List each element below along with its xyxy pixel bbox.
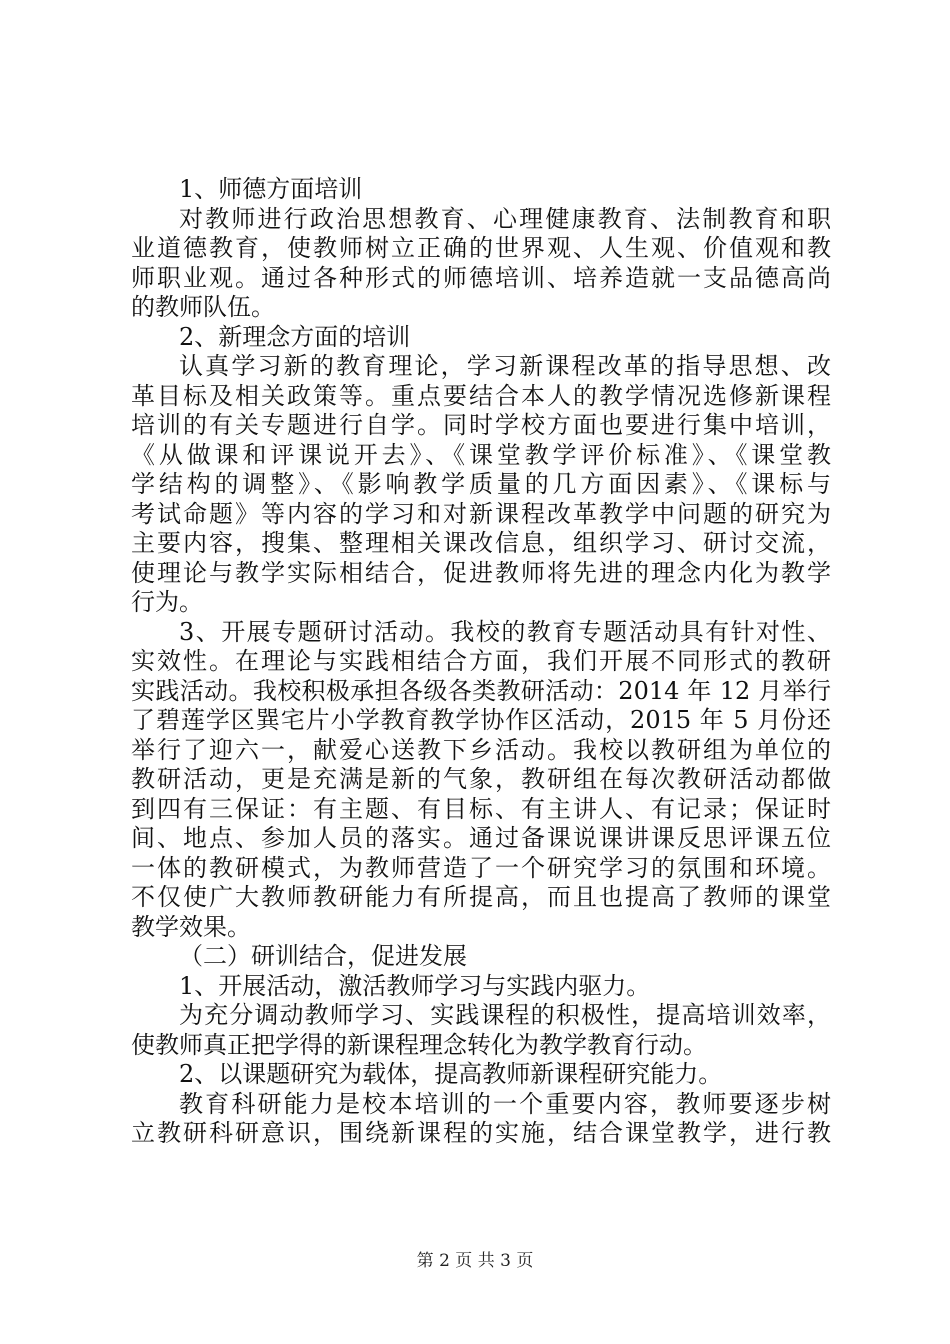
text-line: 了碧莲学区巽宅片小学教育教学协作区活动，2015 年 5 月份还 bbox=[131, 706, 831, 734]
text-line: 考试命题》等内容的学习和对新课程改革教学中问题的研究为 bbox=[131, 499, 831, 528]
text-line: 对教师进行政治思想教育、心理健康教育、法制教育和职 bbox=[179, 204, 831, 233]
text-line: 师职业观。通过各种形式的师德培训、培养造就一支品德高尚 bbox=[131, 263, 831, 292]
text-line: 2、新理念方面的培训 bbox=[179, 322, 411, 351]
text-line: 使教师真正把学得的新课程理念转化为教学教育行动。 bbox=[131, 1030, 707, 1059]
text-line: 《从做课和评课说开去》、《课堂教学评价标准》、《课堂教 bbox=[131, 440, 831, 469]
text-line: 学结构的调整》、《影响教学质量的几方面因素》、《课标与 bbox=[131, 470, 831, 498]
text-line: 为充分调动教师学习、实践课程的积极性，提高培训效率， bbox=[179, 1001, 831, 1029]
text-line: 1、开展活动，激活教师学习与实践内驱力。 bbox=[179, 971, 651, 1000]
text-line: 间、地点、参加人员的落实。通过备课说课讲课反思评课五位 bbox=[131, 824, 831, 852]
text-line: 认真学习新的教育理论，学习新课程改革的指导思想、改 bbox=[179, 352, 831, 380]
text-line: 教学效果。 bbox=[131, 912, 251, 941]
text-line: 不仅使广大教师教研能力有所提高，而且也提高了教师的课堂 bbox=[131, 883, 831, 911]
text-line: 2、以课题研究为载体，提高教师新课程研究能力。 bbox=[179, 1060, 723, 1088]
text-line: 的教师队伍。 bbox=[131, 293, 275, 321]
page-number-label: 第 2 页 共 3 页 bbox=[416, 1251, 534, 1271]
text-line: 革目标及相关政策等。重点要结合本人的教学情况选修新课程 bbox=[131, 381, 831, 410]
text-line: 举行了迎六一，献爱心送教下乡活动。我校以教研组为单位的 bbox=[131, 735, 831, 764]
text-line: 主要内容，搜集、整理相关课改信息，组织学习、研讨交流， bbox=[131, 529, 831, 557]
text-line: （二）研训结合，促进发展 bbox=[179, 942, 467, 970]
text-line: 业道德教育，使教师树立正确的世界观、人生观、价值观和教 bbox=[131, 234, 831, 262]
text-line: 使理论与教学实际相结合，促进教师将先进的理念内化为教学 bbox=[131, 558, 831, 587]
document-body bbox=[131, 175, 831, 1149]
text-line: 立教研科研意识，围绕新课程的实施，结合课堂教学，进行教 bbox=[131, 1119, 831, 1147]
text-line: 1、师德方面培训 bbox=[179, 175, 363, 203]
text-line: 教研活动，更是充满是新的气象，教研组在每次教研活动都做 bbox=[131, 765, 831, 793]
text-line: 到四有三保证：有主题、有目标、有主讲人、有记录；保证时 bbox=[131, 794, 831, 823]
text-line: 3、开展专题研讨活动。我校的教育专题活动具有针对性、 bbox=[179, 617, 831, 646]
page-footer bbox=[0, 1246, 950, 1271]
text-line: 教育科研能力是校本培训的一个重要内容，教师要逐步树 bbox=[179, 1089, 831, 1118]
text-line: 一体的教研模式，为教师营造了一个研究学习的氛围和环境。 bbox=[131, 853, 831, 882]
text-line: 行为。 bbox=[131, 588, 203, 616]
text-line: 实践活动。我校积极承担各级各类教研活动：2014 年 12 月举行 bbox=[131, 676, 831, 705]
text-line: 实效性。在理论与实践相结合方面，我们开展不同形式的教研 bbox=[131, 647, 831, 675]
text-line: 培训的有关专题进行自学。同时学校方面也要进行集中培训， bbox=[131, 411, 831, 439]
